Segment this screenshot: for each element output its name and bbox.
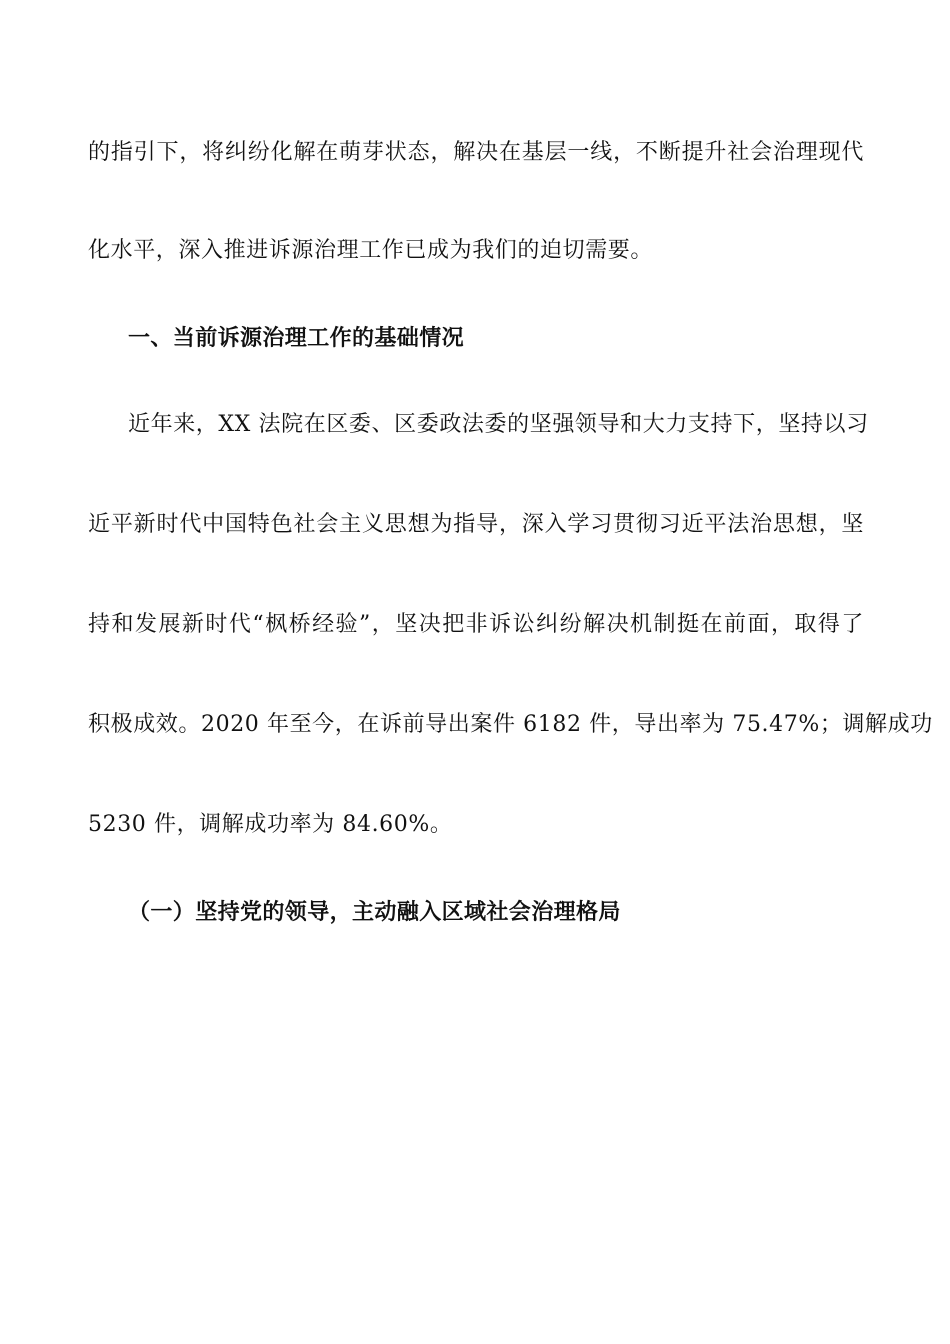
subsection-heading: （一）坚持党的领导，主动融入区域社会治理格局 [128,900,621,925]
paragraph-line: 近年来，XX 法院在区委、区委政法委的坚强领导和大力支持下，坚持以习 [128,412,869,437]
paragraph-line: 5230 件，调解成功率为 84.60%。 [88,812,453,837]
section-heading: 一、当前诉源治理工作的基础情况 [128,326,465,351]
paragraph-line: 积极成效。2020 年至今，在诉前导出案件 6182 件，导出率为 75.47%；调解成功 [88,712,933,737]
paragraph-line: 近平新时代中国特色社会主义思想为指导，深入学习贯彻习近平法治思想，坚 [88,512,864,537]
paragraph-line: 化水平，深入推进诉源治理工作已成为我们的迫切需要。 [88,238,654,263]
paragraph-line: 的指引下，将纠纷化解在萌芽状态，解决在基层一线，不断提升社会治理现代 [88,140,864,165]
paragraph-line: 持和发展新时代“枫桥经验”，坚决把非诉讼纠纷解决机制挺在前面，取得了 [88,612,864,637]
